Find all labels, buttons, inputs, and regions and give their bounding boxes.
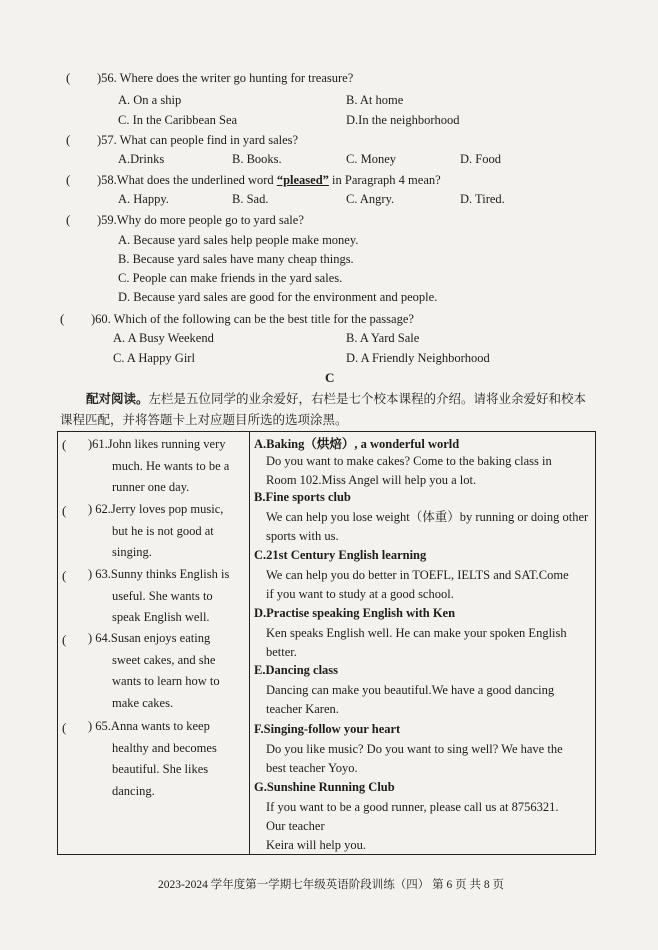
answer-paren: ( bbox=[66, 70, 71, 85]
question-stem: )56. Where does the writer go hunting for treasure? bbox=[97, 71, 354, 85]
course-desc bbox=[266, 624, 567, 662]
answer-paren: ( bbox=[60, 311, 65, 326]
course-line: better. bbox=[266, 645, 297, 659]
course-desc bbox=[266, 740, 563, 778]
hobby-line: healthy and becomes bbox=[112, 740, 217, 755]
hobby-line: ) 63.Sunny thinks English is bbox=[88, 567, 230, 581]
table-divider bbox=[249, 431, 250, 855]
option: C. People can make friends in the yard sales. bbox=[118, 271, 343, 285]
course-desc bbox=[266, 566, 569, 604]
course-line: Do you want to make cakes? Come to the baking class in bbox=[266, 454, 552, 468]
option: B. At home bbox=[346, 93, 404, 107]
course-desc bbox=[266, 452, 552, 490]
hobby-line: sweet cakes, and she bbox=[112, 652, 216, 667]
course-title: B.Fine sports club bbox=[254, 490, 351, 504]
answer-paren: ( bbox=[62, 720, 67, 735]
hobby-item bbox=[88, 564, 229, 629]
hobby-line: singing. bbox=[112, 545, 152, 559]
question-stem: )59.Why do more people go to yard sale? bbox=[97, 213, 304, 227]
course-line: Ken speaks English well. He can make your spoken English bbox=[266, 626, 567, 640]
option: A.Drinks bbox=[118, 152, 165, 166]
question-stem: )57. What can people find in yard sales? bbox=[97, 133, 299, 147]
hobby-line: much. He wants to be a bbox=[112, 458, 230, 473]
course-title: D.Practise speaking English with Ken bbox=[254, 606, 456, 620]
answer-paren: ( bbox=[66, 132, 71, 147]
question-stem bbox=[97, 172, 441, 188]
hobby-line: ) 64.Susan enjoys eating bbox=[88, 631, 211, 645]
hobby-item bbox=[88, 628, 220, 714]
instructions-label: 配对阅读。 bbox=[86, 392, 149, 406]
course-title: A.Baking（烘焙）, a wonderful world bbox=[254, 437, 460, 451]
course-line: If you want to be a good runner, please call us at 8756321. bbox=[266, 800, 559, 814]
course-title: C.21st Century English learning bbox=[254, 548, 427, 562]
course-desc bbox=[266, 798, 558, 855]
option: D. Because yard sales are good for the environment and people. bbox=[118, 290, 438, 304]
option: B. A Yard Sale bbox=[346, 331, 420, 345]
course-line: Dancing can make you beautiful.We have a good dancing bbox=[266, 683, 555, 697]
option: C. Angry. bbox=[346, 192, 395, 206]
course-title: F.Singing-follow your heart bbox=[254, 722, 401, 736]
page-footer: 2023-2024 学年度第一学期七年级英语阶段训练（四） 第 6 页 共 8 页 bbox=[158, 879, 504, 891]
course-line: We can help you do better in TOEFL, IELTS and SAT.Come bbox=[266, 568, 569, 582]
hobby-line: ) 65.Anna wants to keep bbox=[88, 719, 210, 733]
option: B. Sad. bbox=[232, 192, 269, 206]
option: A. Happy. bbox=[118, 192, 169, 206]
course-line: Do you like music? Do you want to sing well? We have the bbox=[266, 742, 563, 756]
option: A. On a ship bbox=[118, 93, 182, 107]
stem-text: in Paragraph 4 mean? bbox=[328, 173, 441, 187]
hobby-item bbox=[88, 716, 217, 802]
course-line: Our teacher bbox=[266, 819, 325, 833]
course-title: G.Sunshine Running Club bbox=[254, 780, 395, 794]
option: D. Food bbox=[460, 152, 501, 166]
option: A. Because yard sales help people make money. bbox=[118, 233, 359, 247]
instructions-text: 左栏是五位同学的业余爱好，右栏是七个校本课程的介绍。请将业余爱好和校本 bbox=[148, 392, 587, 406]
option: B. Books. bbox=[232, 152, 282, 166]
hobby-line: wants to learn how to bbox=[112, 674, 220, 688]
option: D. A Friendly Neighborhood bbox=[346, 351, 490, 365]
hobby-line: ) 62.Jerry loves pop music, bbox=[88, 502, 224, 516]
answer-paren: ( bbox=[62, 568, 67, 583]
hobby-line: speak English well. bbox=[112, 610, 210, 624]
hobby-line: make cakes. bbox=[112, 695, 174, 710]
option: C. A Happy Girl bbox=[113, 351, 195, 365]
section-instructions bbox=[60, 389, 620, 431]
course-desc bbox=[266, 681, 554, 719]
hobby-item bbox=[88, 434, 229, 499]
option: D. Tired. bbox=[460, 192, 505, 206]
question-stem: )60. Which of the following can be the best title for the passage? bbox=[91, 312, 414, 326]
option: D.In the neighborhood bbox=[346, 113, 460, 127]
hobby-line: useful. She wants to bbox=[112, 588, 213, 603]
course-line: best teacher Yoyo. bbox=[266, 761, 358, 775]
answer-paren: ( bbox=[62, 503, 67, 518]
course-line: We can help you lose weight（体重）by running or doing other bbox=[266, 510, 589, 524]
course-line: if you want to study at a good school. bbox=[266, 587, 454, 601]
hobby-line: beautiful. She likes bbox=[112, 762, 209, 776]
course-line: Room 102.Miss Angel will help you a lot. bbox=[266, 473, 477, 487]
hobby-line: )61.John likes running very bbox=[88, 437, 226, 451]
course-desc bbox=[266, 508, 588, 546]
hobby-item bbox=[88, 499, 223, 564]
underlined-word: “pleased” bbox=[276, 173, 329, 187]
answer-paren: ( bbox=[66, 172, 71, 187]
course-line: teacher Karen. bbox=[266, 702, 339, 716]
option: A. A Busy Weekend bbox=[113, 331, 214, 345]
option: B. Because yard sales have many cheap things. bbox=[118, 252, 354, 266]
option: C. In the Caribbean Sea bbox=[118, 113, 238, 127]
answer-paren: ( bbox=[62, 632, 67, 647]
course-line: sports with us. bbox=[266, 529, 339, 543]
hobby-line: runner one day. bbox=[112, 480, 190, 494]
instructions-text: 课程匹配，并将答题卡上对应题目所选的选项涂黑。 bbox=[60, 413, 348, 427]
answer-paren: ( bbox=[66, 212, 71, 227]
option: C. Money bbox=[346, 152, 396, 166]
hobby-line: but he is not good at bbox=[112, 523, 214, 538]
course-line: Keira will help you. bbox=[266, 838, 366, 852]
stem-text: )58.What does the underlined word bbox=[97, 173, 277, 187]
hobby-line: dancing. bbox=[112, 783, 155, 798]
answer-paren: ( bbox=[62, 437, 67, 452]
course-title: E.Dancing class bbox=[254, 663, 339, 677]
section-letter: C bbox=[325, 370, 335, 385]
